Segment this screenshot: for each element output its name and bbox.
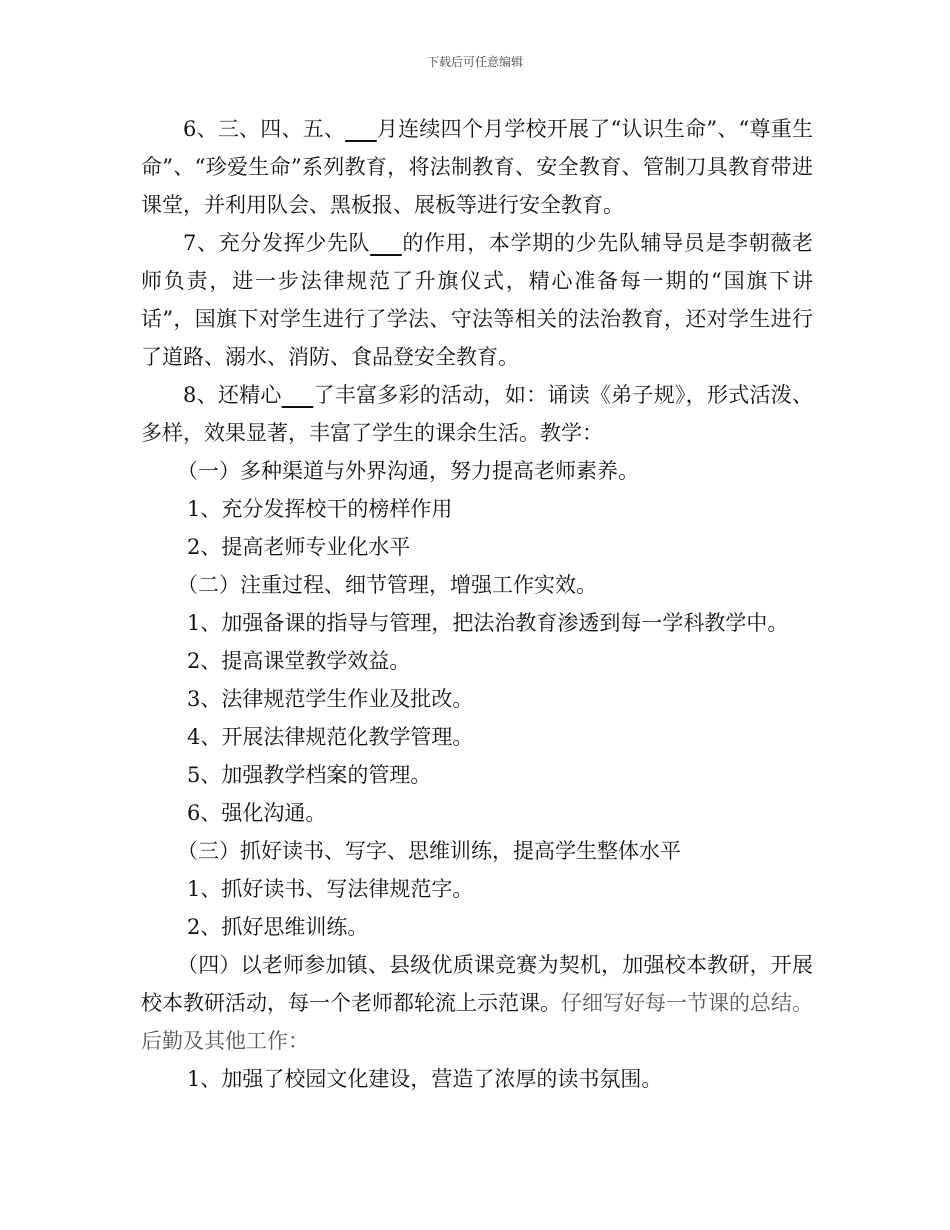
blank-field: ___ [281,383,314,407]
section-2-heading: （二）注重过程、细节管理，增强工作实效。 [177,573,597,597]
paragraph-8: 8、还精心___了丰富多彩的活动，如：诵读《弟子规》，形式活泼、多样，效果显著，丰富了学生的课余生活。教学： [141,383,813,445]
list-item: 1、抓好读书、写法律规范字。 [187,877,474,901]
blank-field: ___ [370,231,402,255]
section-1-heading: （一）多种渠道与外界沟通，努力提高老师素养。 [177,459,639,483]
list-item: 2、提高课堂教学效益。 [187,649,411,673]
list-item: 6、强化沟通。 [187,801,327,825]
list-item: 2、抓好思维训练。 [187,915,369,939]
list-item: 4、开展法律规范化教学管理。 [187,725,474,749]
list-item: 3、法律规范学生作业及批改。 [187,687,474,711]
list-item: 5、加强教学档案的管理。 [187,763,432,787]
document-body [141,110,813,1098]
paragraph-7: 7、充分发挥少先队___的作用，本学期的少先队辅导员是李朝薇老师负责，进一步法律规范了升旗仪式，精心准备每一期的“国旗下讲话”，国旗下对学生进行了学法、守法等相关的法治教育，还对学生进行了道路、溺水、消防、食品登安全教育。 [141,231,813,369]
list-item: 1、充分发挥校干的榜样作用 [187,497,453,521]
page-header: 下载后可任意编辑 [426,55,523,69]
section-4-paragraph: （四）以老师参加镇、县级优质课竞赛为契机，加强校本教研，开展校本教研活动，每一个老师都轮流上示范课。仔细写好每一节课的总结。后勤及其他工作： [141,953,813,1053]
paragraph-6: 6、三、四、五、___月连续四个月学校开展了“认识生命”、“尊重生命”、“珍爱生命”系列教育，将法制教育、安全教育、管制刀具教育带进课堂，并利用队会、黑板报、展板等进行安全教育。 [141,117,813,217]
list-item: 1、加强了校园文化建设，营造了浓厚的读书氛围。 [187,1067,663,1091]
section-3-heading: （三）抓好读书、写字、思维训练，提高学生整体水平 [177,839,681,863]
blank-field: ___ [345,117,377,141]
list-item: 2、提高老师专业化水平 [187,535,411,559]
list-item: 1、加强备课的指导与管理，把法治教育渗透到每一学科教学中。 [187,611,789,635]
